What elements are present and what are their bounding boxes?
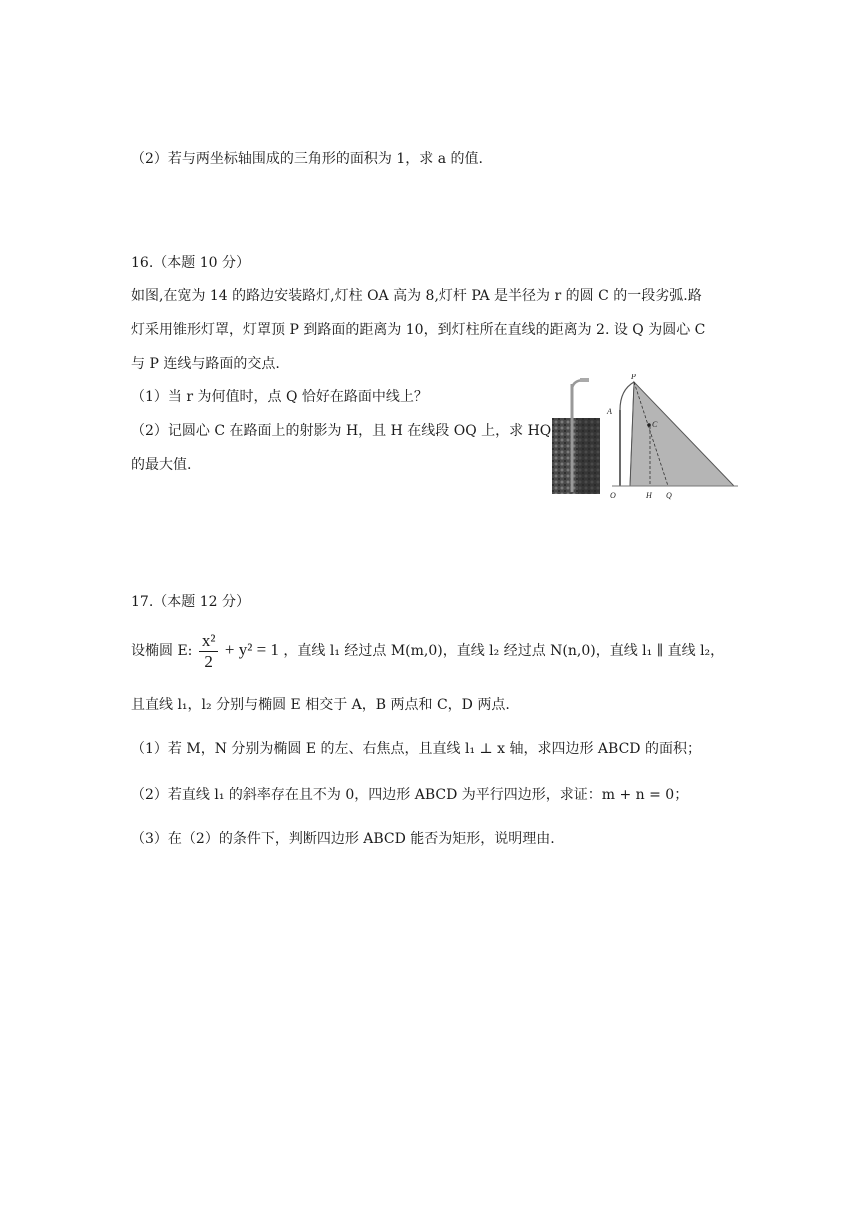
light-cone <box>630 382 734 486</box>
q17-intro <box>131 628 724 673</box>
center-c <box>647 423 651 427</box>
ellipse-denominator: 2 <box>204 651 213 671</box>
streetlight-photo <box>548 378 602 494</box>
svg-text:O: O <box>610 491 616 500</box>
q17-text-line2: 且直线 l₁，l₂ 分别与椭圆 E 相交于 A，B 两点和 C，D 两点. <box>131 697 510 713</box>
q17-intro-prefix: 设椭圆 E: <box>131 643 193 659</box>
geometry-diagram <box>602 374 742 502</box>
q17-header: 17.（本题 12 分） <box>131 594 250 610</box>
svg-text:Q: Q <box>666 491 672 500</box>
q16-text-line2: 灯采用锥形灯罩，灯罩顶 P 到路面的距离为 10，到灯柱所在直线的距离为 2. 设 Q 为圆心 C <box>131 322 706 338</box>
q16-header: 16.（本题 10 分） <box>131 255 250 271</box>
svg-text:H: H <box>646 491 652 500</box>
q15-part2: （2）若与两坐标轴围成的三角形的面积为 1，求 a 的值. <box>131 151 483 167</box>
ellipse-numerator: x² <box>199 631 219 652</box>
q17-intro-lines: ，直线 l₁ 经过点 M(m,0)，直线 l₂ 经过点 N(n,0)，直线 l₁ ∥ 直线 l₂， <box>283 643 725 659</box>
q16-text-line1: 如图,在宽为 14 的路边安装路灯,灯柱 OA 高为 8,灯杆 PA 是半径为 r 的圆 C 的一段劣弧.路 <box>131 288 702 304</box>
svg-text:C: C <box>652 420 658 429</box>
q16-part2-line2: 的最大值. <box>131 457 192 473</box>
svg-text:P: P <box>631 374 636 381</box>
ellipse-fraction <box>199 631 219 672</box>
svg-text:A: A <box>607 407 612 416</box>
q17-part3: （3）在（2）的条件下，判断四边形 ABCD 能否为矩形，说明理由. <box>131 831 555 847</box>
q16-text-line3: 与 P 连线与路面的交点. <box>131 356 280 372</box>
q17-part1: （1）若 M，N 分别为椭圆 E 的左、右焦点，且直线 l₁ ⊥ x 轴，求四边形 ABCD 的面积； <box>131 741 701 757</box>
q17-part2: （2）若直线 l₁ 的斜率存在且不为 0，四边形 ABCD 为平行四边形，求证：m + n = 0； <box>131 787 689 803</box>
ellipse-equation-rest: + y² = 1 <box>224 640 279 659</box>
q16-part2-line1: （2）记圆心 C 在路面上的射影为 H，且 H 在线段 OQ 上，求 HQ <box>131 423 552 439</box>
q16-part1: （1）当 r 为何值时，点 Q 恰好在路面中线上？ <box>131 389 428 405</box>
